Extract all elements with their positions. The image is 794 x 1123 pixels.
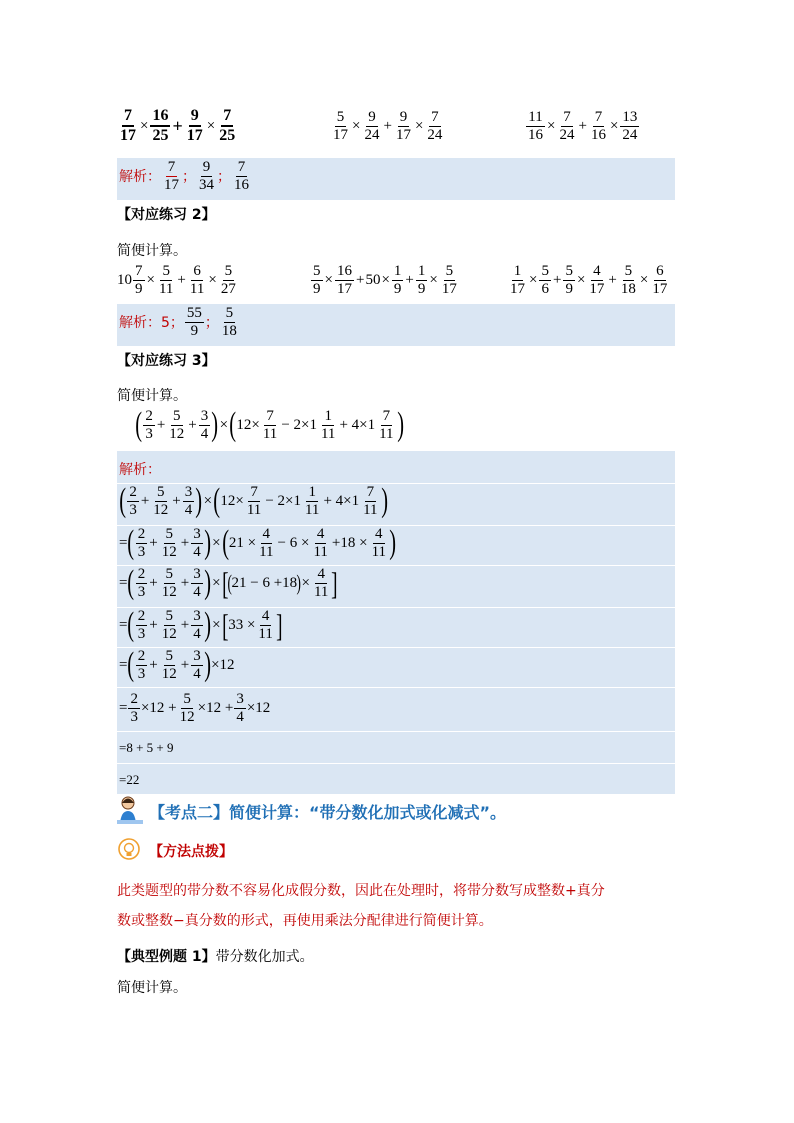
times-sign: × xyxy=(429,272,438,288)
fraction: $\frac{5}{17}$ xyxy=(333,109,348,143)
fraction: $\frac{7}{25}$ xyxy=(219,107,236,144)
fraction: $\frac{7}{24}$ xyxy=(427,109,443,143)
method-line-2: 数或整数−真分数的形式，再使用乘法分配律进行简便计算。 xyxy=(117,913,493,929)
times-sign: × xyxy=(208,272,217,288)
fraction: $\frac{5}{18}$ xyxy=(221,305,237,339)
answer-label: 解析： xyxy=(119,462,161,478)
fraction: $\frac{55}{9}$ xyxy=(186,305,202,339)
plus-sign: + xyxy=(172,116,183,136)
practice-2-instruction: 简便计算。 xyxy=(117,243,187,259)
times-sign: × xyxy=(609,118,619,134)
fraction: $\frac{9}{24}$ xyxy=(364,109,380,143)
fraction: $\frac{5}{6}$ xyxy=(541,263,549,297)
practice-2-problem-1 xyxy=(117,264,239,297)
answer-box-3 xyxy=(117,451,675,794)
fraction: $\frac{7}{24}$ xyxy=(559,109,575,143)
times-sign: × xyxy=(146,272,155,288)
times-sign: × xyxy=(324,272,333,288)
problem-row-1-mid xyxy=(330,110,445,143)
fraction: $\frac{7}{17}$ xyxy=(164,159,179,193)
example-1-heading xyxy=(117,946,314,966)
times-sign: × xyxy=(576,272,586,288)
practice-3-heading: 【对应练习 3】 xyxy=(117,353,216,369)
example-1-instruction: 简便计算。 xyxy=(117,980,187,996)
fraction: $\frac{13}{24}$ xyxy=(622,109,638,143)
step-2: = ( $\frac{2}{3}$ + $\frac{5}{12}$ + $\frac{3}{4}$ ) × ( 21 × $\frac{4}{11}$ − 6 × $\frac{4}{11}$ +18 × $\frac{4}{11}$ ) xyxy=(119,524,397,561)
step-7: =8 + 5 + 9 xyxy=(119,740,174,755)
kaodian-heading xyxy=(117,796,506,826)
plus-sign: + xyxy=(578,118,587,134)
example-1-label: 【典型例题 1】 xyxy=(117,949,216,965)
practice-2-heading: 【对应练习 2】 xyxy=(117,207,216,223)
fraction: $\frac{5}{27}$ xyxy=(220,263,236,297)
fraction: $\frac{16}{17}$ xyxy=(336,263,352,297)
fraction: $\frac{9}{17}$ xyxy=(395,109,411,143)
times-sign: × xyxy=(639,272,649,288)
kaodian-title: 【考点二】简便计算：“带分数化加式或化减式”。 xyxy=(149,802,507,822)
fraction: $\frac{4}{17}$ xyxy=(589,263,605,297)
times-sign: × xyxy=(352,118,361,134)
method-paragraph xyxy=(117,876,677,936)
answer-box-2 xyxy=(117,304,675,346)
step-4: = ( $\frac{2}{3}$ + $\frac{5}{12}$ + $\frac{3}{4}$ ) × [ 33 × $\frac{4}{11}$ ] xyxy=(119,606,283,643)
answer-label: 解析： xyxy=(119,168,161,185)
fraction: $\frac{5}{18}$ xyxy=(620,263,636,297)
fraction: $\frac{5}{17}$ xyxy=(441,263,457,297)
fraction: $\frac{16}{25}$ xyxy=(152,107,169,144)
answer-box-1 xyxy=(117,158,675,200)
fraction: $\frac{9}{17}$ xyxy=(186,107,203,144)
fraction: $\frac{1}{17}$ xyxy=(510,263,525,297)
plus-sign: + xyxy=(608,272,617,288)
fraction: $\frac{9}{34}$ xyxy=(199,159,214,193)
fraction: $\frac{11}{16}$ xyxy=(528,109,543,143)
times-sign: × xyxy=(529,272,538,288)
fraction: $\frac{5}{9}$ xyxy=(565,263,573,297)
method-heading xyxy=(117,838,233,864)
fraction: $\frac{1}{9}$ xyxy=(393,263,402,297)
step-6: = $\frac{2}{3}$ ×12 + $\frac{5}{12}$ ×12 + $\frac{3}{4}$ ×12 xyxy=(119,691,271,725)
times-sign: × xyxy=(547,118,556,134)
fraction: $\frac{7}{17}$ xyxy=(120,107,136,144)
fraction: $\frac{6}{17}$ xyxy=(652,263,668,297)
problem-row-1-right xyxy=(525,110,640,143)
times-sign: × xyxy=(206,117,216,134)
separator: ； xyxy=(217,168,231,185)
practice-3-problem: ( $\frac{2}{3}$ + $\frac{5}{12}$ + $\frac{3}{4}$ ) × ( 12× $\frac{7}{11}$ − 2×1 $\frac{1}{11}$ + 4×1 $\frac{7}{11}$ ) xyxy=(135,406,404,443)
answer-label: 解析：5； xyxy=(119,314,184,331)
separator: ； xyxy=(182,168,196,185)
practice-3-instruction: 简便计算。 xyxy=(117,388,187,404)
method-title: 【方法点拨】 xyxy=(149,844,233,860)
method-line-1: 此类题型的带分数不容易化成假分数，因此在处理时，将带分数写成整数+真分 xyxy=(117,883,605,899)
practice-2-problem-3 xyxy=(507,264,670,297)
step-8: =22 xyxy=(119,772,140,787)
separator: ； xyxy=(204,314,219,331)
plus-sign: + xyxy=(383,118,392,134)
plus-sign: + xyxy=(177,272,186,288)
fraction: $\frac{1}{9}$ xyxy=(417,263,426,297)
lightbulb-icon xyxy=(117,838,141,864)
times-sign: × xyxy=(140,117,149,134)
step-1: ( $\frac{2}{3}$ + $\frac{5}{12}$ + $\frac{3}{4}$ ) × ( 12× $\frac{7}{11}$ − 2×1 $\frac{1}{11}$ + 4×1 $\frac{7}{11}$ ) xyxy=(119,482,388,519)
plus-sign: + xyxy=(355,272,365,288)
problem-row-1 xyxy=(117,108,238,144)
fraction: $\frac{7}{16}$ xyxy=(234,159,249,193)
step-5: = ( $\frac{2}{3}$ + $\frac{5}{12}$ + $\frac{3}{4}$ ) ×12 xyxy=(119,646,235,683)
fraction: $\frac{5}{9}$ xyxy=(313,263,321,297)
fraction: $\frac{7}{16}$ xyxy=(590,109,606,143)
plus-sign: + xyxy=(552,272,562,288)
fraction: $\frac{7}{9}$ xyxy=(135,263,143,297)
times-sign: × xyxy=(414,118,424,134)
student-icon xyxy=(117,796,143,826)
whole-number: 10 xyxy=(117,272,132,288)
fraction: $\frac{6}{11}$ xyxy=(189,263,205,297)
practice-2-problem-2 xyxy=(310,264,460,297)
times-sign: × xyxy=(381,272,390,288)
fraction: $\frac{5}{11}$ xyxy=(158,263,174,297)
step-3: = ( $\frac{2}{3}$ + $\frac{5}{12}$ + $\frac{3}{4}$ ) × [ ( 21 − 6 +18 ) × $\frac{4}{11}$ ] xyxy=(119,564,338,601)
integer: 50 xyxy=(365,272,381,288)
plus-sign: + xyxy=(405,272,414,288)
example-1-topic: 带分数化加式。 xyxy=(215,949,314,965)
